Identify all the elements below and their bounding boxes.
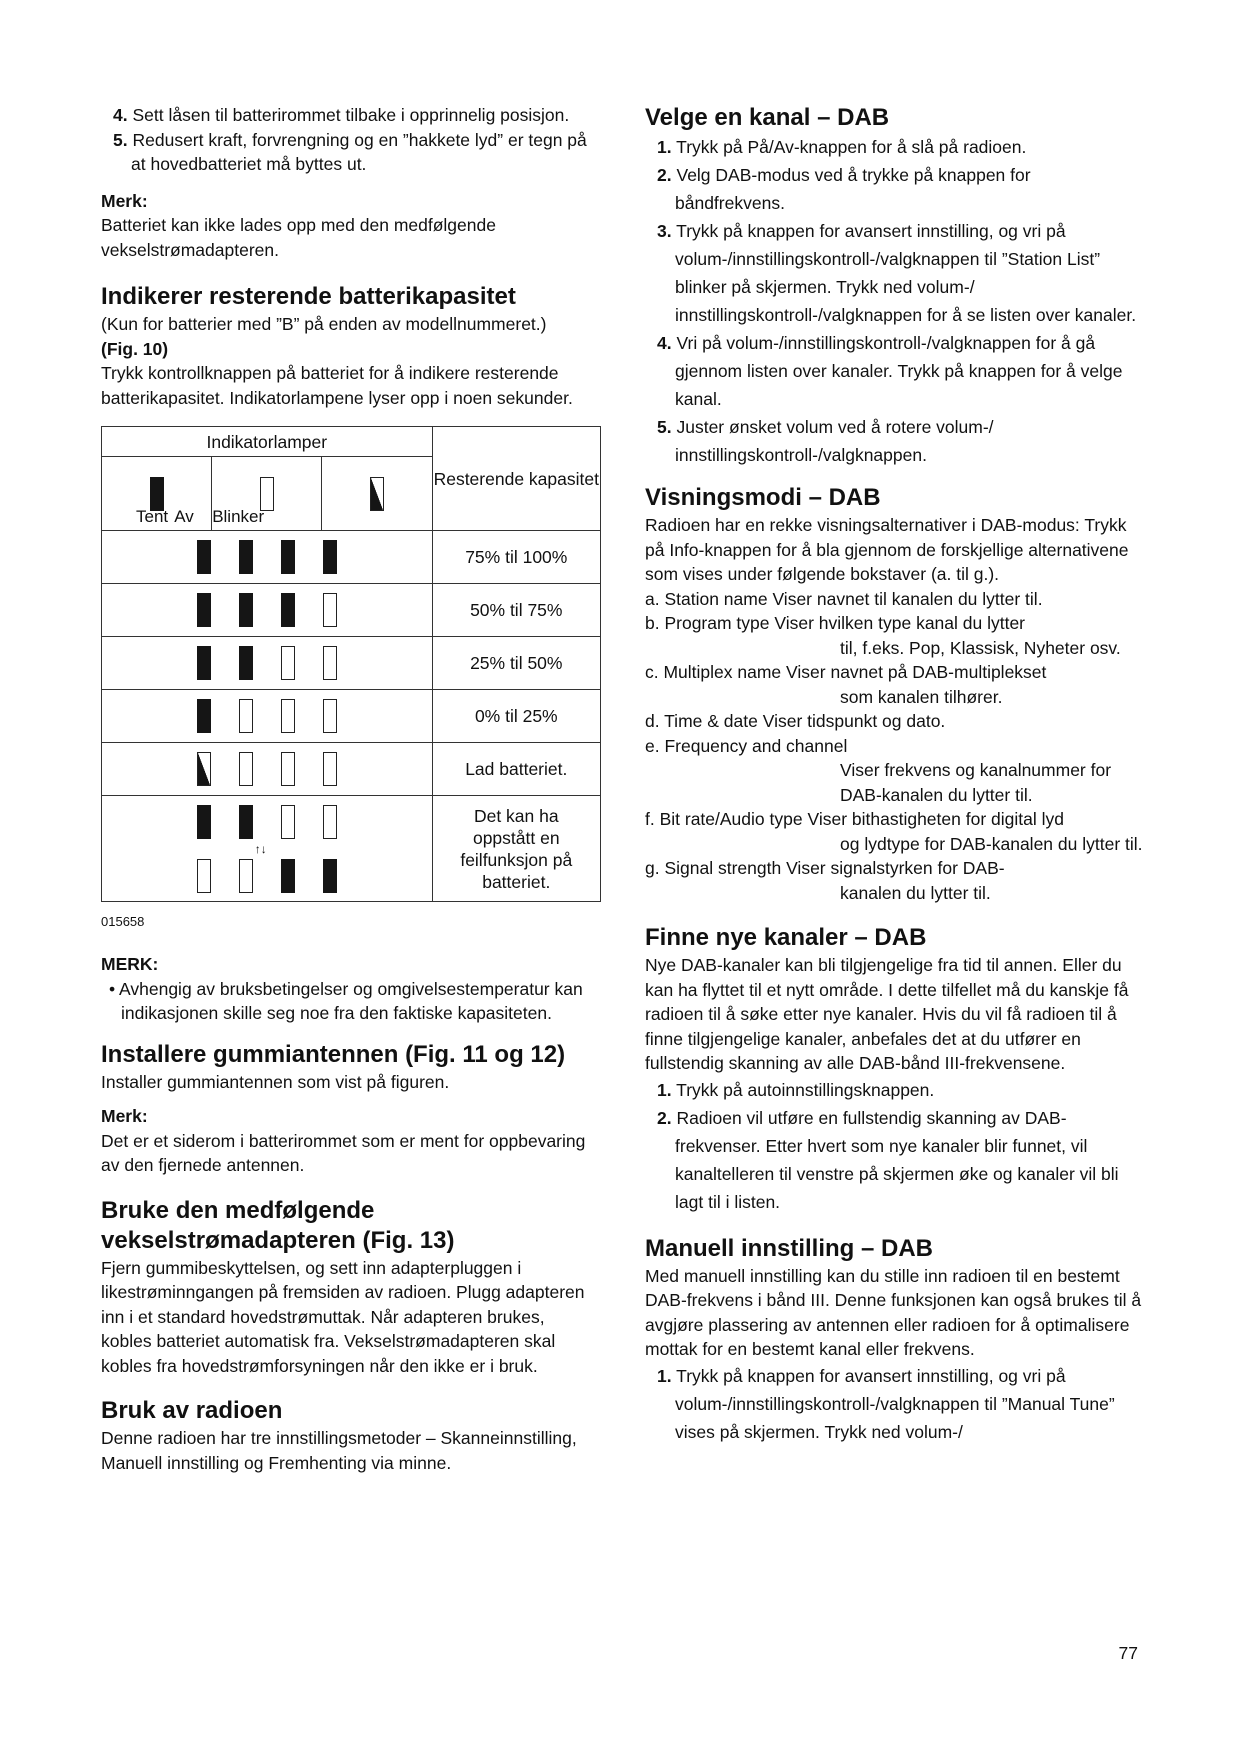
lamp-on-icon: [197, 646, 211, 680]
step-item: 4. Vri på volum-/innstillingskontroll-/valgknappen for å gå gjennom listen over kanaler. Trykk på knappen for å velge kanal.: [657, 333, 1123, 409]
lamp-off-icon: [239, 752, 253, 786]
note-text: Det er et siderom i batterirommet som er ment for oppbevaring av den fjernede antennen.: [101, 1130, 586, 1175]
legend-off: [174, 457, 322, 531]
legend-off-label: Av: [174, 507, 194, 526]
lamp-off-icon: [239, 699, 253, 733]
radio-heading: Bruk av radioen: [101, 1397, 283, 1424]
left-column: [101, 103, 599, 1475]
lamp-row: [102, 531, 433, 584]
note-text: Batteriet kan ikke lades opp med den medfølgende vekselstrømadapteren.: [101, 215, 496, 260]
lamp-on-icon: [197, 699, 211, 733]
capacity-label: Lad batteriet.: [432, 743, 600, 796]
battery-subtitle: (Kun for batterier med ”B” på enden av modellnummeret.): [101, 314, 547, 334]
lamp-on-icon: [281, 593, 295, 627]
display-mode-cont: og lydtype for DAB-kanalen du lytter til.: [840, 833, 1143, 854]
figure-code: 015658: [101, 914, 145, 929]
display-mode-item: e. Frequency and channel: [645, 735, 848, 756]
display-mode-item: c. Multiplex name Viser navnet på DAB-multiplekset: [645, 662, 1047, 682]
lamp-row: [102, 584, 433, 637]
battery-text: Trykk kontrollknappen på batteriet for å indikere resterende batterikapasitet. Indikatorlampene lyser opp i noen sekunder.: [101, 363, 573, 408]
lamp-on-icon: [239, 540, 253, 574]
table-header-lamps: Indikatorlamper: [102, 427, 433, 457]
step-item: 2. Velg DAB-modus ved å trykke på knappen for båndfrekvens.: [657, 165, 1031, 213]
lamp-on-icon: [197, 805, 211, 839]
lamp-blink-icon: [370, 477, 384, 511]
lamp-off-icon: [323, 805, 337, 839]
lamp-off-icon: [197, 859, 211, 893]
display-intro: Radioen har en rekke visningsalternativer i DAB-modus: Trykk på Info-knappen for å bla gjennom de forskjellige alternativene som vises under følgende bokstaver (a. til g.).: [645, 515, 1129, 584]
lamp-on-icon: [281, 859, 295, 893]
lamp-off-icon: [281, 699, 295, 733]
lamp-row: [102, 743, 433, 796]
lamp-off-icon: [323, 752, 337, 786]
lamp-on-icon: [239, 805, 253, 839]
table-header-capacity: Resterende kapasitet: [432, 427, 600, 531]
step-item: 1. Trykk på autoinnstillingsknappen.: [657, 1079, 935, 1100]
step-item: 5. Juster ønsket volum ved å rotere volum-/ innstillingskontroll-/valgknappen.: [657, 417, 994, 465]
lamp-on-icon: [197, 593, 211, 627]
alternate-arrows-icon: ↑↓: [254, 841, 267, 856]
battery-heading: Indikerer resterende batterikapasitet: [101, 283, 516, 310]
right-column: [645, 103, 1145, 1446]
lamp-on-icon: [281, 540, 295, 574]
merk-label: MERK:: [101, 954, 159, 974]
manual-heading: Manuell innstilling – DAB: [645, 1234, 934, 1262]
adapter-heading: Bruke den medfølgende vekselstrømadapteren (Fig. 13): [101, 1196, 455, 1254]
antenna-heading: Installere gummiantennen (Fig. 11 og 12): [101, 1040, 566, 1068]
legend-blink: [322, 457, 432, 531]
lamp-off-icon: [281, 752, 295, 786]
lamp-off-icon: [323, 593, 337, 627]
step-item: 5. Redusert kraft, forvrengning og en ”hakkete lyd” er tegn på at hovedbatteriet må byttes ut.: [113, 129, 587, 174]
display-mode-cont: til, f.eks. Pop, Klassisk, Nyheter osv.: [840, 637, 1121, 658]
display-mode-item: b. Program type Viser hvilken type kanal du lytter: [645, 613, 1026, 633]
manual-text: Med manuell innstilling kan du stille inn radioen til en bestemt DAB-frekvens i bånd III. Denne funksjonen kan også brukes til å avgjøre plassering av antennen eller radioen for å optimalisere mottak for en bestemt kanal eller frekvens.: [645, 1265, 1142, 1359]
step-item: 1. Trykk på På/Av-knappen for å slå på radioen.: [657, 137, 1027, 157]
radio-text: Denne radioen har tre innstillingsmetoder – Skanneinnstilling, Manuell innstilling og Fremhenting via minne.: [101, 1428, 577, 1473]
capacity-label: Det kan ha oppstått en feilfunksjon på batteriet.: [432, 796, 600, 902]
lamp-off-icon: [281, 805, 295, 839]
display-mode-cont: kanalen du lytter til.: [840, 882, 991, 903]
step-item: 3. Trykk på knappen for avansert innstilling, og vri på volum-/innstillingskontroll-/valgknappen til ”Station List” blinker på skjermen. Trykk ned volum-/ innstillingskontroll-/valgknappen for å se listen over kanaler.: [657, 221, 1137, 325]
lamp-on-icon: [323, 859, 337, 893]
step-item: 4. Sett låsen til batterirommet tilbake i opprinnelig posisjon.: [113, 105, 570, 125]
battery-indicator-table: [101, 426, 601, 902]
step-item: 2. Radioen vil utføre en fullstendig skanning av DAB-frekvenser. Etter hvert som nye kanaler blir funnet, vil kanaltelleren til venstre på skjermen øke og kanaler vil bli lagt til i listen.: [657, 1107, 1119, 1212]
channel-heading: Velge en kanal – DAB: [645, 104, 890, 131]
lamp-row: [102, 637, 433, 690]
legend-on: [102, 457, 212, 531]
merk-text: • Avhengig av bruksbetingelser og omgivelsestemperatur kan indikasjonen skille seg noe fra den faktiske kapasiteten.: [109, 978, 583, 1023]
lamp-off-icon: [239, 859, 253, 893]
lamp-blink-icon: [197, 752, 211, 786]
lamp-on-icon: [323, 540, 337, 574]
lamp-off-icon: [281, 646, 295, 680]
step-item: 1. Trykk på knappen for avansert innstilling, og vri på volum-/innstillingskontroll-/valgknappen til ”Manual Tune” vises på skjermen. Trykk ned volum-/: [657, 1365, 1115, 1442]
new-channels-text: Nye DAB-kanaler kan bli tilgjengelige fra tid til annen. Eller du kan ha flyttet til et nytt område. I dette tilfellet må du kanskje få radioen til å søke etter nye kanaler. Hvis du vil få radioen til å finne tilgjengelige kanaler, anbefales det at du utfører en fullstendig skanning av alle DAB-bånd III-frekvensene.: [645, 955, 1129, 1073]
display-mode-item: g. Signal strength Viser signalstyrken for DAB-: [645, 858, 1005, 878]
display-mode-cont: Viser frekvens og kanalnummer for DAB-kanalen du lytter til.: [840, 760, 1112, 805]
battery-fig-ref: (Fig. 10): [101, 338, 169, 359]
capacity-label: 50% til 75%: [432, 584, 600, 637]
lamp-on-icon: [239, 593, 253, 627]
lamp-row: [102, 690, 433, 743]
lamp-on-icon: [197, 540, 211, 574]
note-label: Merk:: [101, 190, 148, 211]
capacity-label: 25% til 50%: [432, 637, 600, 690]
display-modes-list: [645, 587, 1145, 906]
display-mode-cont: som kanalen tilhører.: [840, 686, 1003, 707]
display-mode-item: a. Station name Viser navnet til kanalen du lytter til.: [645, 588, 1043, 609]
page-number: 77: [1118, 1643, 1138, 1663]
note-label: Merk:: [101, 1106, 148, 1126]
legend-on-label: Tent: [136, 507, 169, 526]
lamp-row-alternating: [102, 796, 433, 902]
display-mode-item: d. Time & date Viser tidspunkt og dato.: [645, 711, 946, 731]
legend-blink-label: Blinker: [212, 507, 265, 526]
lamp-off-icon: [323, 699, 337, 733]
display-heading: Visningsmodi – DAB: [645, 484, 881, 511]
capacity-label: 75% til 100%: [432, 531, 600, 584]
lamp-off-icon: [323, 646, 337, 680]
display-mode-item: f. Bit rate/Audio type Viser bithastigheten for digital lyd: [645, 809, 1064, 829]
adapter-text: Fjern gummibeskyttelsen, og sett inn adapterpluggen i likestrøminngangen på fremsiden av radioen. Plugg adapteren inn i et standard hovedstrømuttak. Når adapteren brukes, kobles batteriet automatisk fra. Vekselstrømadapteren skal kobles fra hovedstrømforsyningen når den ikke er i bruk.: [101, 1257, 585, 1376]
lamp-on-icon: [239, 646, 253, 680]
capacity-label: 0% til 25%: [432, 690, 600, 743]
antenna-text: Installer gummiantennen som vist på figuren.: [101, 1071, 450, 1092]
new-channels-heading: Finne nye kanaler – DAB: [645, 924, 927, 951]
